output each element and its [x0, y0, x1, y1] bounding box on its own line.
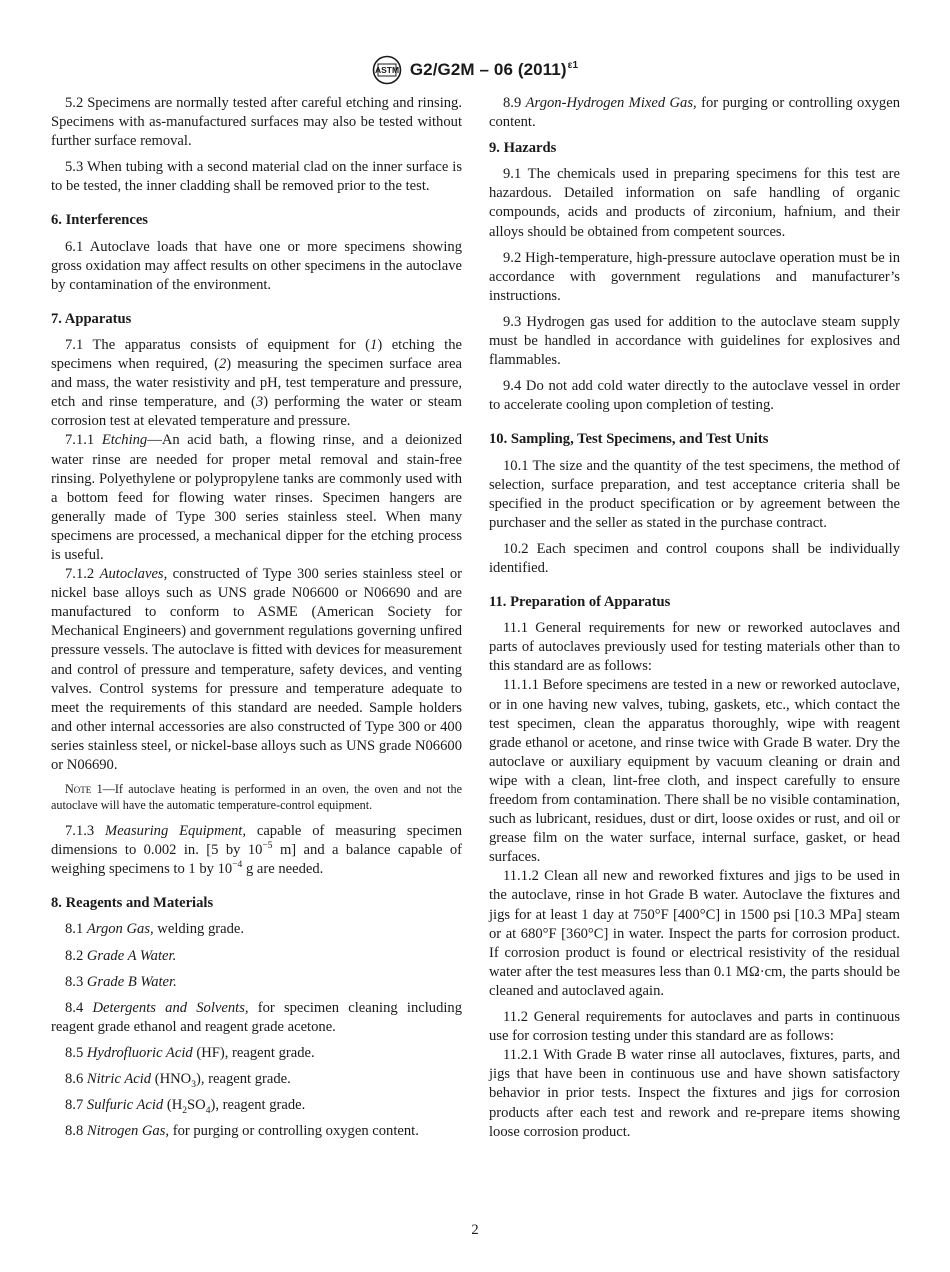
paragraph-8-7: 8.7 Sulfuric Acid $(H_2SO_4)$, reagent grade. — [65, 1097, 306, 1117]
left-column — [51, 94, 462, 1148]
paragraph-8-8: 8.8 Nitrogen Gas, for purging or controlling oxygen content. — [65, 1123, 419, 1140]
paragraph-9-4: 9.4 Do not add cold water directly to the autoclave vessel in order to accelerate cooling upon completion of testing. — [489, 378, 900, 414]
svg-text:ASTM: ASTM — [374, 65, 399, 76]
paragraph-7-1-1: 7.1.1 Etching—An acid bath, a flowing rinse, and a deionized water rinse are needed for proper metal removal and stain-free rinsing. Polyethylene or polypropylene tanks are commonly used with a bottom feed for flowing water rinses. Specimen hangers are generally made of Type 300 series stainless steel. When many specimens are processed, a mechanical dipper for the etching process is useful. — [51, 432, 462, 563]
epsilon-superscript: ε1 — [567, 60, 579, 71]
paragraph-11-2: 11.2 General requirements for autoclaves and parts in continuous use for corrosion testing under this standard are as follows: — [489, 1009, 900, 1045]
paragraph-7-1-2: 7.1.2 Autoclaves, constructed of Type 300 series stainless steel or nickel base alloys such as UNS grade N06600 or N06690 and are manufactured to conform to ASME (American Society for Mechanical Engineers) and government regulations governing unfired pressure vessels. The autoclave is fitted with devices for measurement and control of pressure and temperature, safety devices, and venting valves. Control systems for pressure and temperature adequate to meet the requirements of this standard are needed. Sample holders and other internal accessories are also constructed of Type 300 or 400 series stainless steel, or nickel-base alloys such as UNS grade N06600 or N06690. — [51, 566, 462, 773]
paragraph-8-1: 8.1 Argon Gas, welding grade. — [65, 921, 245, 938]
paragraph-11-1-2: 11.1.2 Clean all new and reworked fixtures and jigs to be used in the autoclave, rinse in hot Grade B water. Autoclave the fixtures and jigs for at least 1 day at 750°F [400°C] in 1500 psi [10.3 MPa] steam or at 680°F [360°C] in water. Inspect the parts for corrosion product. If corrosion product is found or electrical resistivity of the residual water after the test measures less than 0.1 MΩ·cm, the parts should be cleaned and autoclaved again. — [489, 868, 900, 999]
paragraph-7-1-3: 7.1.3 Measuring Equipment, capable of measuring specimen dimensions to 0.002 in. [5 by $10^{-5}$ m] and a balance capable of weighing specimens to 1 by $10^{-4}$ g are needed. — [51, 823, 462, 878]
section-heading-8: 8. Reagents and Materials — [51, 895, 214, 912]
section-heading-9: 9. Hazards — [489, 140, 557, 157]
paragraph-8-9: 8.9 Argon-Hydrogen Mixed Gas, for purging or controlling oxygen content. — [489, 95, 900, 131]
paragraph-9-1: 9.1 The chemicals used in preparing specimens for this test are hazardous. Detailed information on safe handling of organic compounds, acids and products of zirconium, hafnium, and their alloys should be obtained from competent sources. — [489, 166, 900, 240]
page-header — [0, 54, 950, 86]
paragraph-11-2-1: 11.2.1 With Grade B water rinse all autoclaves, fixtures, parts, and jigs that have been in continuous use and have shown satisfactory behavior in prior tests. Inspect the fixtures and jigs for corrosion products after each test and rework and re-prepare items showing loose corrosion product. — [489, 1047, 900, 1140]
paragraph-9-2: 9.2 High-temperature, high-pressure autoclave operation must be in accordance with government regulations and manufacturer’s instructions. — [489, 249, 900, 304]
page-number: 2 — [471, 1222, 479, 1238]
section-heading-11: 11. Preparation of Apparatus — [489, 594, 671, 611]
paragraph-8-3: 8.3 Grade B Water. — [65, 973, 177, 990]
paragraph-5-3: 5.3 When tubing with a second material clad on the inner surface is to be tested, the inner cladding shall be removed prior to the test. — [51, 159, 462, 195]
section-heading-6: 6. Interferences — [51, 212, 148, 229]
paragraph-10-2: 10.2 Each specimen and control coupons shall be individually identified. — [489, 540, 900, 576]
paragraph-8-4: 8.4 Detergents and Solvents, for specimen cleaning including reagent grade ethanol and reagent grade acetone. — [51, 999, 463, 1035]
paragraph-6-1: 6.1 Autoclave loads that have one or more specimens showing gross oxidation may affect results on other specimens in the autoclave by contamination of the environment. — [51, 238, 462, 293]
paragraph-8-2: 8.2 Grade A Water. — [65, 947, 177, 964]
paragraph-11-1-1: 11.1.1 Before specimens are tested in a new or reworked autoclave, or in one having new valves, tubing, gaskets, etc., which contact the test specimen, clean the apparatus thoroughly, wipe with reagent grade ethanol or acetone, and rinse twice with Grade B water. Dry the autoclave or auxiliary equipment by vacuum cleaning or drain and wipe with a clean, lint-free cloth, and inspect carefully to ensure freedom from contamination. There shall be no visible contamination, such as lubricant, residues, dust or dirt, loose oxides or rust, and oil or grease film on the water surface, internal surface, gasket, or head surfaces. — [489, 677, 900, 866]
section-heading-10: 10. Sampling, Test Specimens, and Test Units — [489, 431, 769, 448]
paragraph-8-5: 8.5 Hydrofluoric Acid (HF), reagent grade. — [65, 1044, 315, 1061]
paragraph-5-2: 5.2 Specimens are normally tested after careful etching and rinsing. Specimens with as-manufactured surfaces may also be tested without further surface removal. — [51, 95, 462, 150]
astm-logo-icon — [372, 55, 402, 85]
paragraph-7-1: 7.1 The apparatus consists of equipment for (1) etching the specimens when required, (2) measuring the specimen surface area and mass, the water resistivity and pH, test temperature and pressure, etch and rinse temperature, and (3) performing the water or steam corrosion test at elevated temperature and pressure. — [51, 336, 462, 430]
paragraph-10-1: 10.1 The size and the quantity of the test specimens, the method of selection, surface preparation, and test acceptance criteria shall be specified in the product specification or by agreement between the purchaser and the seller as stated in the purchase contract. — [489, 457, 900, 531]
right-column — [489, 94, 900, 1149]
paragraph-9-3: 9.3 Hydrogen gas used for addition to the autoclave steam supply must be handled in accordance with guidelines for explosives and flammables. — [489, 313, 900, 369]
section-heading-7: 7. Apparatus — [51, 310, 132, 327]
note-1: Note 1—If autoclave heating is performed in an oven, the oven and not the autoclave will have the automatic temperature-control equipment. — [51, 782, 463, 813]
paragraph-11-1: 11.1 General requirements for new or reworked autoclaves and parts of autoclaves previously used for testing materials other than to this standard are as follows: — [489, 620, 900, 675]
paragraph-8-6: 8.6 Nitric Acid $(HNO_3)$, reagent grade. — [65, 1071, 291, 1090]
document-designation: G2/G2M – 06 $(2011)^{\varepsilon 1}$ — [409, 60, 579, 79]
